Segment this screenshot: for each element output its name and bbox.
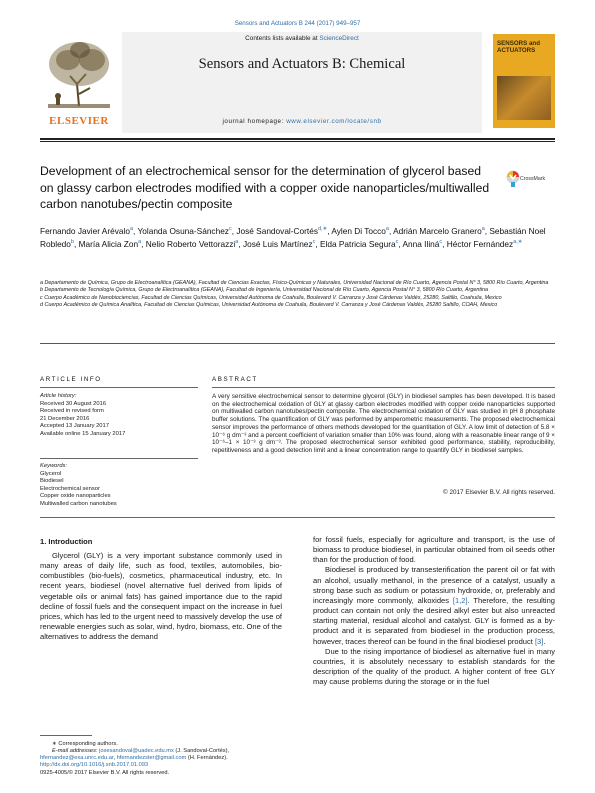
introduction-heading: 1. Introduction <box>40 537 93 546</box>
history-item: Accepted 13 January 2017 <box>40 423 109 430</box>
issn-copyright: 0925-4005/© 2017 Elsevier B.V. All rights reserved. <box>40 770 170 776</box>
author-name: Elda Patricia Segura <box>319 238 396 249</box>
keywords-label: Keywords: <box>40 463 68 469</box>
intro-paragraph-1: Glycerol (GLY) is a very important substance commonly used in many areas of daily life, such as food, textiles, automobiles, bio-combustibles (bio-fuels), cosmetics, pharmaceutical industry, etc. In recent years, biodiesel (novel alternative fuel derived from lipids of vegetable oils or animal fats) has gained importance due to the rapid decline of fossil fuels and the consequent impact on the increase in fuel prices, which has led to the urgent need to massively develop the use of renewable energies such as solar, wind, hydro, biomass, etc. One of the alternatives to address the demand <box>40 551 282 642</box>
author[interactable] <box>79 239 142 249</box>
author[interactable] <box>137 226 231 236</box>
author-name: Fernando Javier Arévalo <box>40 225 130 236</box>
footnotes <box>40 741 290 763</box>
author[interactable] <box>331 226 389 236</box>
cover-title: SENSORS and ACTUATORS <box>497 40 540 54</box>
email-link[interactable]: hfernandezster@gmail.com <box>116 755 187 762</box>
keywords <box>40 463 200 509</box>
affiliation-d: d Cuerpo Académico de Química Analítica, Facultad de Ciencias Químicas, Universidad Autónoma de Coahuila, Boulevard V. Carranza y José Cárdenas Valdés, 25280 Saltillo, COAH, Mexico <box>40 302 498 309</box>
doi-link[interactable]: http://dx.doi.org/10.1016/j.snb.2017.01.093 <box>40 762 149 768</box>
email-link[interactable]: hfernandez@exa.unrc.edu.ar <box>40 755 114 762</box>
author-affiliation-marker[interactable]: a <box>129 226 133 232</box>
history-item: 21 December 2016 <box>40 415 90 422</box>
history-item: Received in revised form <box>40 408 104 415</box>
author-name: Adrián Marcelo Granero <box>393 225 482 236</box>
author-name: José Luis Martínez <box>242 238 313 249</box>
journal-homepage-link[interactable]: www.elsevier.com/locate/snb <box>286 118 382 125</box>
abstract-heading: ABSTRACT <box>212 376 258 383</box>
author[interactable] <box>40 226 133 236</box>
contents-line: Contents lists available at ScienceDirect <box>245 35 359 42</box>
author-affiliation-marker[interactable]: c <box>228 226 232 232</box>
author-affiliation-marker[interactable]: c <box>439 239 443 246</box>
abstract-copyright: © 2017 Elsevier B.V. All rights reserved. <box>443 489 555 496</box>
author-affiliation-marker[interactable]: a <box>138 239 142 246</box>
author[interactable] <box>236 226 327 236</box>
author-name: Yolanda Osuna-Sánchez <box>137 225 229 236</box>
sciencedirect-link[interactable]: ScienceDirect <box>319 35 359 42</box>
journal-cover-image[interactable] <box>493 34 555 128</box>
author-affiliation-marker[interactable]: c <box>312 239 316 246</box>
abstract-rule <box>212 387 555 388</box>
affiliation-a: a Departamento de Química, Grupo de Electroanalítica (GEANA), Facultad de Ciencias Exactas, Físico-Químicas y Naturales, Universidad Nacional de Río Cuarto, Agencia Postal N° 3, 5800 Río Cuarto, Argentina <box>40 280 549 286</box>
reference-link[interactable]: [1,2] <box>452 595 468 605</box>
crossmark-icon <box>506 170 520 188</box>
keyword: Multiwalled carbon nanotubes <box>40 500 117 507</box>
footnote-rule <box>40 735 92 736</box>
author-name: Anna Iliná <box>402 238 440 249</box>
body-column-left <box>40 551 282 642</box>
crossmark-badge[interactable] <box>506 170 552 194</box>
crossmark-label: CrossMark <box>520 176 546 182</box>
affiliations <box>40 280 560 310</box>
keyword: Biodiesel <box>40 478 64 485</box>
body-column-right <box>313 535 555 687</box>
author-affiliation-marker[interactable]: a <box>235 239 239 246</box>
email-link[interactable]: josesandoval@uadec.edu.mx <box>99 748 174 755</box>
intro-paragraph-1-continued: for fossil fuels, especially for agriculture and transport, is the use of biomass to produce biodiesel, in particular obtained from oil seeds other than for the production of food. <box>313 535 555 565</box>
intro-paragraph-3: Due to the rising importance of biodiesel as alternative fuel in many countries, it is absolutely necessary to establish standards for the description of the quality of the product. A higher content of free GLY may cause problems during the storage or in the fuel <box>313 646 555 687</box>
keyword: Copper oxide nanoparticles <box>40 493 111 500</box>
history-item: Available online 15 January 2017 <box>40 430 126 437</box>
author-name: Héctor Fernández <box>446 238 514 249</box>
masthead-top-rule <box>40 138 555 140</box>
author-name: Nelio Roberto Vettorazzi <box>145 238 236 249</box>
keywords-rule <box>40 458 198 459</box>
author[interactable] <box>447 239 523 249</box>
author-affiliation-marker[interactable]: d,∗ <box>317 226 328 232</box>
author[interactable] <box>320 239 398 249</box>
author-affiliation-marker[interactable]: a <box>481 226 485 232</box>
author[interactable] <box>243 239 315 249</box>
author-affiliation-marker[interactable]: c <box>395 239 399 246</box>
intro-paragraph-2: Biodiesel is produced by transesterification the parent oil or fat with an alcohol, usually methanol, in the presence of a catalyst, usually a strong base such as sodium or potassium hydroxide, or, preferably and increasingly more commonly, alkoxides [1,2]. Therefore, the resulting product can contain not only the desired alkyl ester but also unreacted starting material, residual alcohol and catalyst. GLY is formed as a by-product and it is separated from biodiesel in the production process, however, traces thereof can be found in the final biodiesel product [3]. <box>313 565 555 646</box>
cover-photo <box>497 76 551 120</box>
history-item: Received 30 August 2016 <box>40 400 107 407</box>
article-title: Development of an electrochemical sensor for the determination of glycerol based on glassy carbon electrodes modified with a copper oxide nanoparticles/multiwalled carbon nanotubes/pectin composite <box>40 164 490 212</box>
journal-title[interactable]: Sensors and Actuators B: Chemical <box>198 56 406 72</box>
article-info-rule <box>40 387 198 388</box>
corresponding-author-note: ∗ Corresponding authors. <box>52 741 118 747</box>
journal-citation[interactable]: Sensors and Actuators B 244 (2017) 949–957 <box>234 20 361 27</box>
masthead-banner <box>122 32 482 133</box>
author[interactable] <box>403 239 443 249</box>
article-history <box>40 393 200 439</box>
author[interactable] <box>393 226 485 236</box>
abstract-text: A very sensitive electrochemical sensor to determine glycerol (GLY) in biodiesel samples has been developed. It is based on the electrochemical oxidation of GLY at glassy carbon electrodes modified with copper oxide nanoparticles supported on multiwalled carbon nanotubes/pectin composite. The electrochemical oxidation of GLY was studied in pH 8 phosphate buffer solutions. The quantification of GLY was performed by amperometric measurements. The proposed electrochemical sensor improves the performance of others methods developed for the quantitation of GLY. A low limit of detection of 5.8 × 10⁻⁶ g dm⁻³ and a percent coefficient of variation smaller than 10% was found, along with a reasonable linear range of 9 × 10⁻⁶–1 × 10⁻³ g dm⁻³. The proposed electrochemical sensor exhibited good performance, stability, reproducibility, repetitiveness and a good detection limit and a linear concentration range to quantify GLY in biodiesel samples. <box>212 393 555 455</box>
author-name: Aylen Di Tocco <box>331 225 386 236</box>
elsevier-wordmark: ELSEVIER <box>49 115 109 127</box>
header-divider <box>40 343 555 344</box>
keyword: Glycerol <box>40 470 62 477</box>
abstract-bottom-rule <box>40 517 555 518</box>
author-name: José Sandoval-Cortés <box>236 225 318 236</box>
author-name: Sebastián Noel Robledo <box>40 225 546 249</box>
author-affiliation-marker[interactable]: a <box>385 226 389 232</box>
affiliation-b: b Departamento de Tecnología Química, Grupo de Electroanalítica (GEANA), Facultad de Ingeniería, Universidad Nacional de Río Cuarto, Agencia Postal N° 3, 5800 Río Cuarto, Argentina <box>40 287 489 294</box>
masthead-bottom-rule <box>40 141 555 142</box>
affiliation-c: c Cuerpo Académico de Nanobiociencias, Facultad de Ciencias Químicas, Universidad Autónoma de Coahuila, Boulevard V. Carranza y José Cárdenas Valdés, 25280, Saltillo, Coahuila, Mexico <box>40 294 502 301</box>
keyword: Electrochemical sensor <box>40 485 100 492</box>
masthead <box>40 32 555 133</box>
journal-homepage: journal homepage: www.elsevier.com/locate/snb <box>222 118 382 125</box>
author-name: María Alicia Zon <box>78 238 139 249</box>
author-list: Fernando Javier Arévalo$^a$, Yolanda Osuna-Sánchez$^c$, José Sandoval-Cortés$^{d,∗}$, Aylen Di Tocco$^a$, Adrián Marcelo Granero$^a$, Sebastián Noel Robledo$^b$, María Alicia Zon$^a$, Nelio Roberto Vettorazzi$^a$, José Luis Martínez$^c$, Elda Patricia Segura$^c$, Anna Iliná$^c$, Héctor Fernández$^{a,∗}$ <box>40 225 546 249</box>
author-affiliation-marker[interactable]: a,∗ <box>513 239 523 246</box>
author-affiliation-marker[interactable]: b <box>70 239 74 246</box>
email-addresses-continued: hfernandez@exa.unrc.edu.ar, hfernandezster@gmail.com (H. Fernández). <box>40 755 228 762</box>
reference-link[interactable]: [3] <box>534 636 544 646</box>
history-label: Article history: <box>40 393 77 399</box>
email-addresses: E-mail addresses: josesandoval@uadec.edu.mx (J. Sandoval-Cortés), <box>52 748 230 755</box>
author[interactable] <box>146 239 239 249</box>
article-info-heading: ARTICLE INFO <box>40 376 102 383</box>
